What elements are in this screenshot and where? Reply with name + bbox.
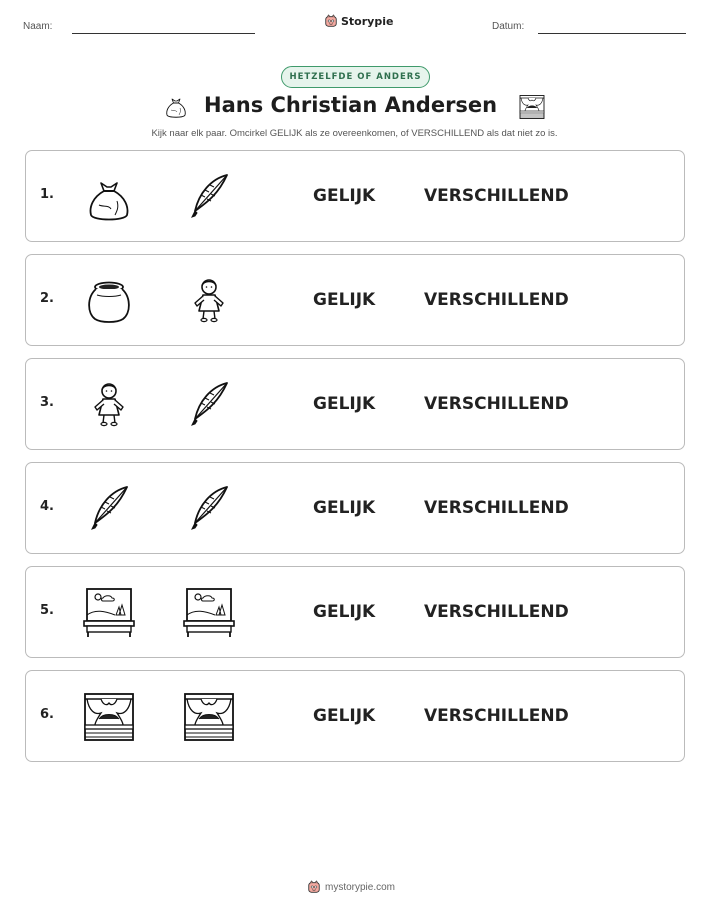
footer-url[interactable]: mystorypie.com	[325, 881, 396, 893]
worksheet-type-badge: HETZELFDE OF ANDERS	[281, 66, 430, 88]
option-same[interactable]: GELIJK	[313, 186, 376, 206]
option-different[interactable]: VERSCHILLEND	[424, 394, 569, 414]
option-different[interactable]: VERSCHILLEND	[424, 602, 569, 622]
storypie-mascot-icon	[324, 14, 338, 28]
name-field[interactable]	[72, 33, 255, 34]
sack-icon	[81, 169, 137, 225]
option-different[interactable]: VERSCHILLEND	[424, 290, 569, 310]
option-different[interactable]: VERSCHILLEND	[424, 498, 569, 518]
option-same[interactable]: GELIJK	[313, 290, 376, 310]
row-number: 4.	[40, 499, 54, 514]
stage-icon	[181, 689, 237, 745]
pot-icon	[81, 273, 137, 329]
window-icon	[81, 585, 137, 641]
name-label: Naam:	[23, 21, 53, 32]
date-field[interactable]	[538, 33, 686, 34]
instruction-text: Kijk naar elk paar. Omcirkel GELIJK als ze overeenkomen, of VERSCHILLEND als dat niet zo is.	[151, 128, 558, 139]
exercise-row-2	[25, 254, 685, 346]
stage-icon	[81, 689, 137, 745]
quill-icon	[181, 481, 237, 537]
exercise-row-3	[25, 358, 685, 450]
page-title: Hans Christian Andersen	[204, 93, 498, 117]
footer	[307, 880, 395, 894]
row-number: 2.	[40, 291, 54, 306]
doll-icon	[181, 273, 237, 329]
worksheet-header	[0, 0, 709, 48]
row-number: 5.	[40, 603, 54, 618]
quill-icon	[181, 169, 237, 225]
quill-icon	[181, 377, 237, 433]
option-same[interactable]: GELIJK	[313, 394, 376, 414]
sack-icon	[162, 92, 190, 120]
option-different[interactable]: VERSCHILLEND	[424, 186, 569, 206]
date-label: Datum:	[492, 21, 525, 32]
row-number: 6.	[40, 707, 54, 722]
row-number: 1.	[40, 187, 54, 202]
option-same[interactable]: GELIJK	[313, 706, 376, 726]
storypie-logo	[324, 14, 393, 28]
option-same[interactable]: GELIJK	[313, 602, 376, 622]
stage-icon	[518, 93, 546, 121]
window-icon	[181, 585, 237, 641]
doll-icon	[81, 377, 137, 433]
exercise-row-6	[25, 670, 685, 762]
row-number: 3.	[40, 395, 54, 410]
exercise-row-5	[25, 566, 685, 658]
storypie-mascot-icon	[307, 880, 321, 894]
quill-icon	[81, 481, 137, 537]
logo-text: Storypie	[341, 14, 394, 28]
exercise-row-4	[25, 462, 685, 554]
exercise-row-1	[25, 150, 685, 242]
option-same[interactable]: GELIJK	[313, 498, 376, 518]
option-different[interactable]: VERSCHILLEND	[424, 706, 569, 726]
